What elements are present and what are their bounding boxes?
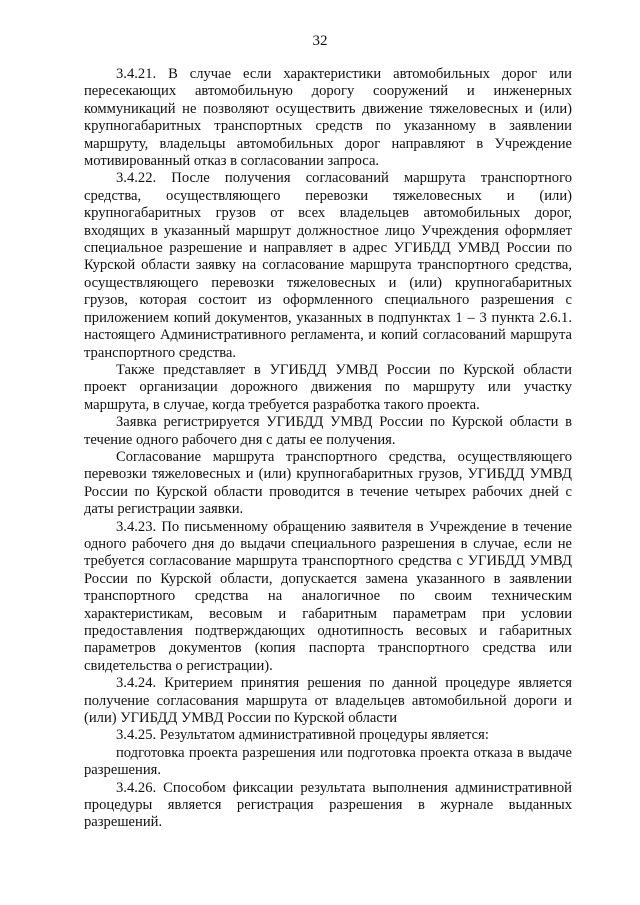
paragraph-3-4-26: 3.4.26. Способом фиксации результата выполнения административной процедуры является регистрация разрешения в журнале выданных разрешений. [84, 779, 572, 831]
paragraph-3-4-21: 3.4.21. В случае если характеристики автомобильных дорог или пересекающих автомобильную дорогу сооружений и инженерных коммуникаций не позволяют осуществить движение тяжеловесных и (или) крупногабаритных транспортных средств по указанному в заявлении маршруту, владельцы автомобильных дорог направляют в Учреждение мотивированный отказ в согласовании запроса. [84, 66, 572, 170]
paragraph-3-4-22: 3.4.22. После получения согласований маршрута транспортного средства, осуществляющего перевозки тяжеловесных и (или) крупногабаритных грузов от всех владельцев автомобильных дорог, входящих в указанный маршрут должностное лицо Учреждения оформляет специальное разрешение и направляет в адрес УГИБДД УМВД России по Курской области заявку на согласование маршрута транспортного средства, осуществляющего перевозки тяжеловесных и (или) крупногабаритных грузов, которая состоит из оформленного специального разрешения с приложением копий документов, указанных в подпунктах 1 – 3 пункта 2.6.1. настоящего Административного регламента, и копий согласований маршрута транспортного средства. [84, 170, 572, 361]
paragraph-registration: Заявка регистрируется УГИБДД УМВД России по Курской области в течение одного рабочего дня с даты ее получения. [84, 414, 572, 448]
page-number: 32 [312, 33, 328, 49]
paragraph-3-4-23: 3.4.23. По письменному обращению заявителя в Учреждение в течение одного рабочего дня до выдачи специального разрешения в случае, если не требуется согласование маршрута транспортного средства с УГИБДД УМВД России по Курской области, допускается замена указанного в заявлении транспортного средства на аналогичное по своим техническим характеристикам, весовым и габаритным параметрам при условии предоставления подтверждающих однотипность весовых и габаритных параметров документов (копия паспорта транспортного средства или свидетельства о регистрации). [84, 518, 572, 674]
paragraph-route-approval: Согласование маршрута транспортного средства, осуществляющего перевозки тяжеловесных и (или) крупногабаритных грузов, УГИБДД УМВД России по Курской области проводится в течение четырех рабочих дней с даты регистрации заявки. [84, 448, 572, 518]
paragraph-3-4-24: 3.4.24. Критерием принятия решения по данной процедуре является получение согласования маршрута от владельцев автомобильной дороги и (или) УГИБДД УМВД России по Курской области [84, 675, 572, 727]
paragraph-3-4-25: 3.4.25. Результатом административной процедуры является: [116, 727, 489, 744]
paragraph-project-submission: Также представляет в УГИБДД УМВД России по Курской области проект организации дорожного движения по маршруту или участку маршрута, в случае, когда требуется разработка такого проекта. [84, 361, 572, 413]
document-body [84, 66, 572, 832]
paragraph-result-description: подготовка проекта разрешения или подготовка проекта отказа в выдаче разрешения. [84, 744, 572, 779]
